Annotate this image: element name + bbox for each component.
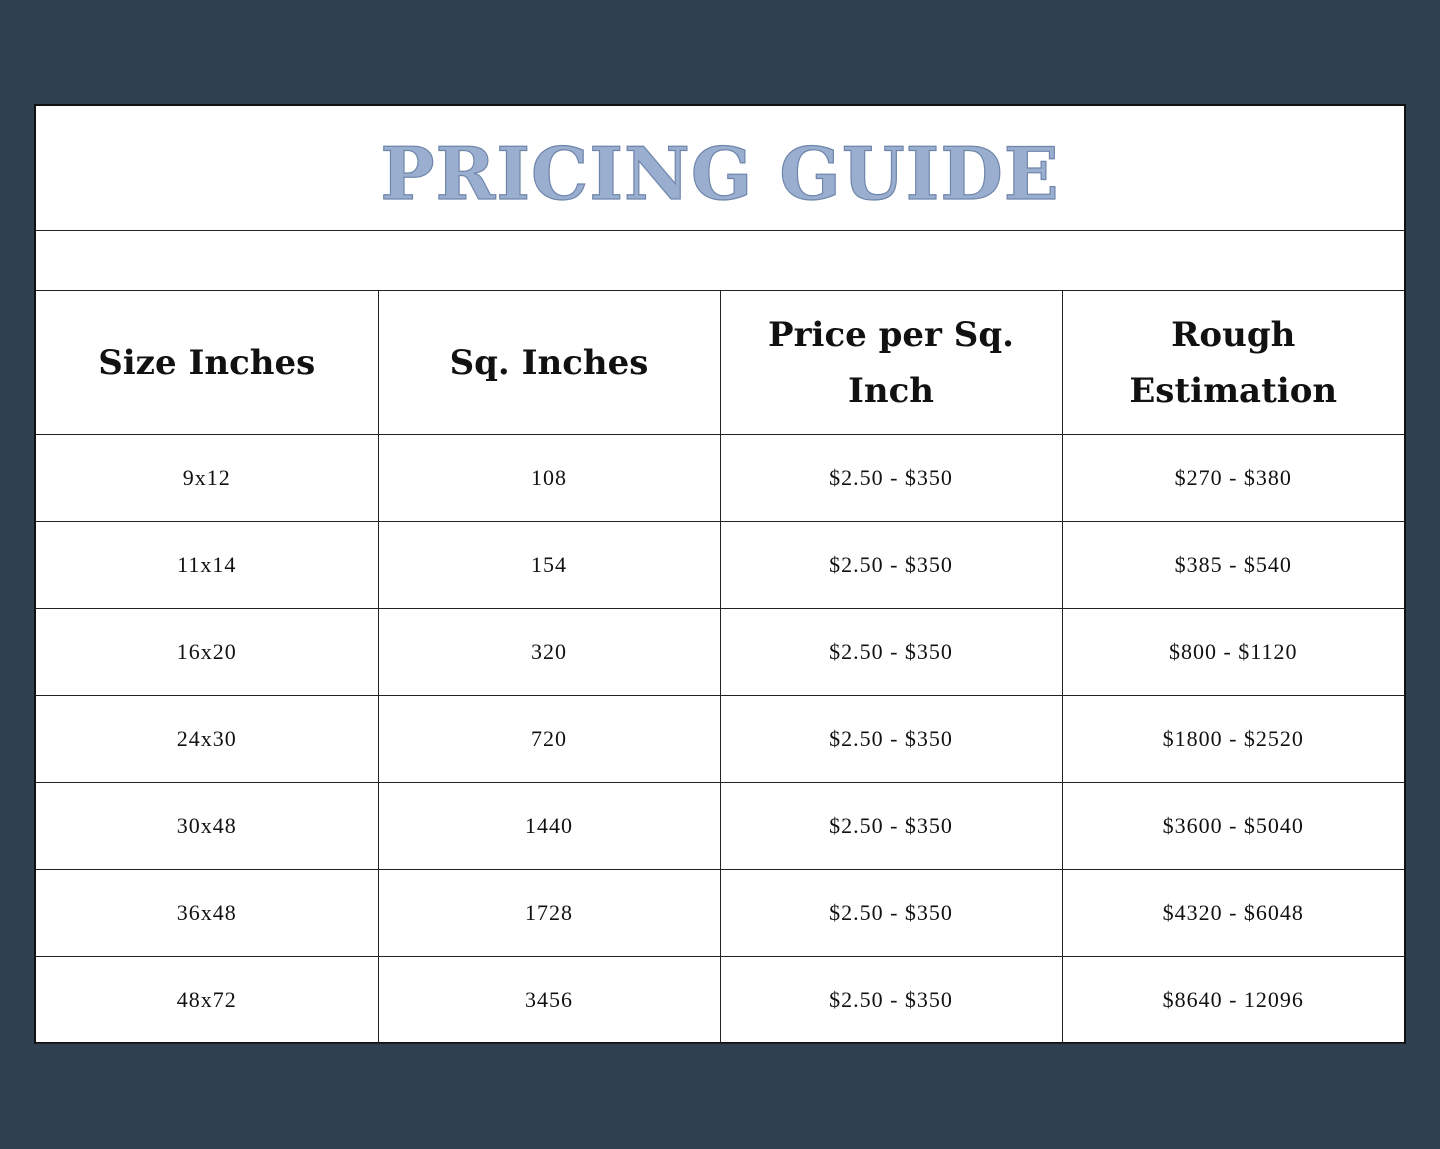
header-label: Rough Estimation (1129, 314, 1338, 411)
table-row (36, 522, 1404, 609)
blank-row (36, 231, 1404, 291)
header-rough-estimation (1062, 291, 1404, 435)
cell-sq-inches: 720 (378, 696, 720, 783)
page-title: PRICING GUIDE (380, 130, 1060, 216)
cell-price-per-sq-inch: $2.50 - $350 (720, 435, 1062, 522)
header-label: Price per Sq. Inch (768, 314, 1014, 411)
cell-size: 36x48 (36, 870, 378, 957)
cell-sq-inches: 108 (378, 435, 720, 522)
cell-size: 48x72 (36, 957, 378, 1044)
table-row (36, 435, 1404, 522)
header-sq-inches (378, 291, 720, 435)
table-row (36, 783, 1404, 870)
cell-rough-estimation: $8640 - 12096 (1062, 957, 1404, 1044)
cell-price-per-sq-inch: $2.50 - $350 (720, 957, 1062, 1044)
header-size-inches (36, 291, 378, 435)
cell-price-per-sq-inch: $2.50 - $350 (720, 522, 1062, 609)
cell-rough-estimation: $3600 - $5040 (1062, 783, 1404, 870)
table-row (36, 957, 1404, 1044)
cell-price-per-sq-inch: $2.50 - $350 (720, 783, 1062, 870)
cell-rough-estimation: $385 - $540 (1062, 522, 1404, 609)
header-label: Size Inches (98, 342, 316, 383)
cell-sq-inches: 3456 (378, 957, 720, 1044)
cell-rough-estimation: $4320 - $6048 (1062, 870, 1404, 957)
cell-rough-estimation: $270 - $380 (1062, 435, 1404, 522)
header-row (36, 291, 1404, 435)
table-row (36, 696, 1404, 783)
cell-size: 16x20 (36, 609, 378, 696)
cell-sq-inches: 1440 (378, 783, 720, 870)
table-row (36, 609, 1404, 696)
cell-size: 9x12 (36, 435, 378, 522)
pricing-sheet (34, 104, 1406, 1044)
cell-rough-estimation: $1800 - $2520 (1062, 696, 1404, 783)
pricing-table (36, 291, 1404, 1044)
cell-price-per-sq-inch: $2.50 - $350 (720, 609, 1062, 696)
cell-size: 24x30 (36, 696, 378, 783)
cell-sq-inches: 1728 (378, 870, 720, 957)
cell-size: 11x14 (36, 522, 378, 609)
header-price-per-sq-inch (720, 291, 1062, 435)
cell-rough-estimation: $800 - $1120 (1062, 609, 1404, 696)
title-row (36, 106, 1404, 231)
header-label: Sq. Inches (449, 342, 649, 383)
cell-size: 30x48 (36, 783, 378, 870)
table-row (36, 870, 1404, 957)
cell-sq-inches: 154 (378, 522, 720, 609)
cell-price-per-sq-inch: $2.50 - $350 (720, 870, 1062, 957)
cell-sq-inches: 320 (378, 609, 720, 696)
cell-price-per-sq-inch: $2.50 - $350 (720, 696, 1062, 783)
